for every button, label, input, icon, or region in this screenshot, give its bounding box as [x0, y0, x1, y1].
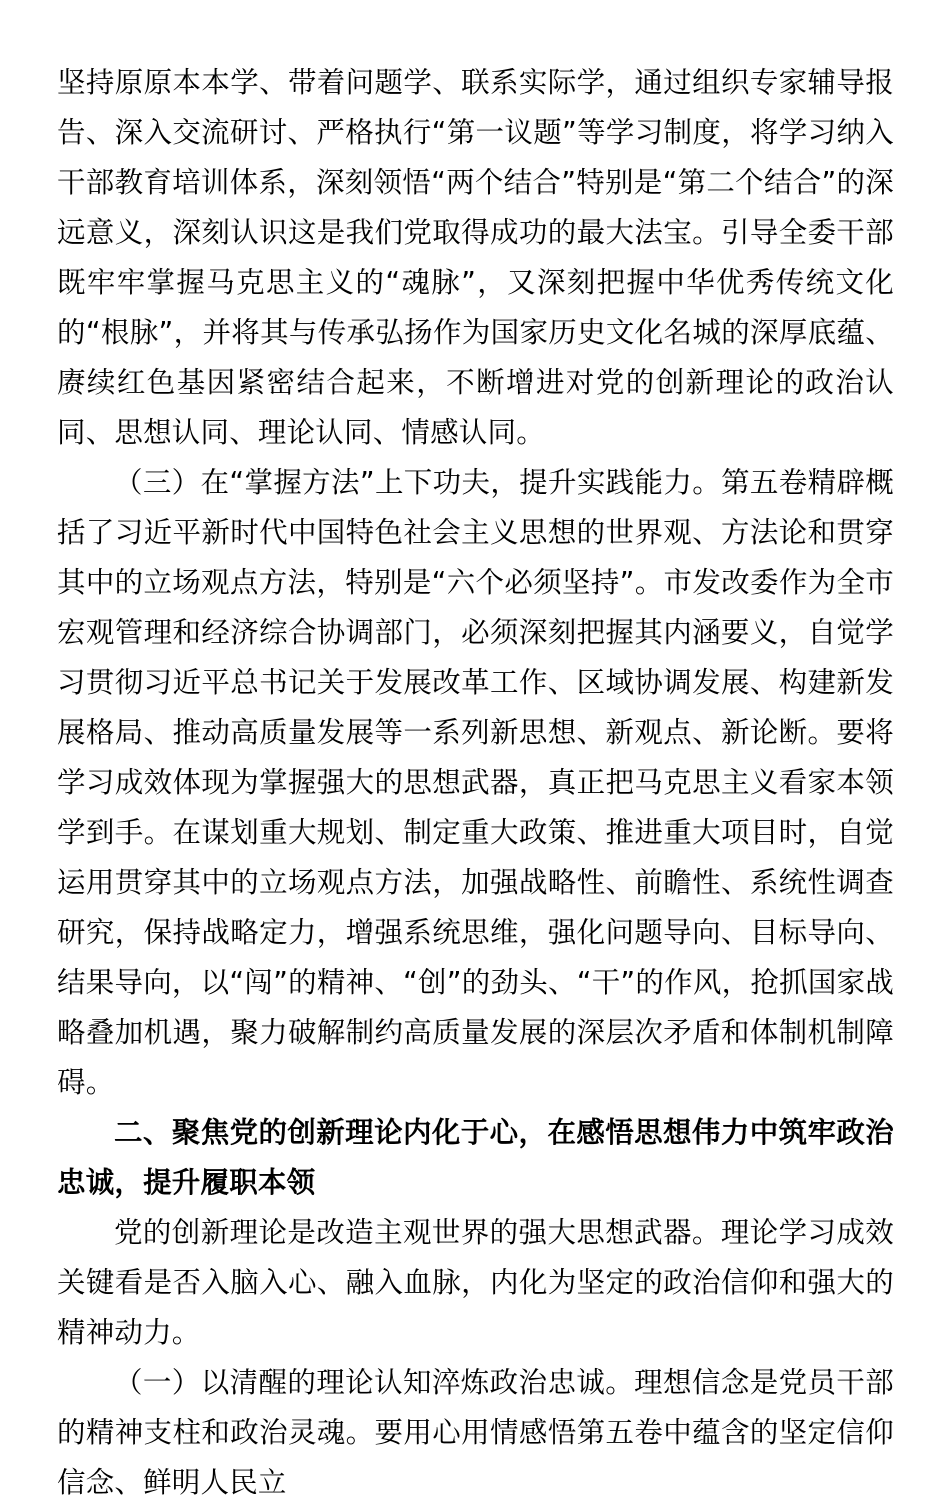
paragraph-continuation-learning: 坚持原原本本学、带着问题学、联系实际学，通过组织专家辅导报告、深入交流研讨、严格执行“第一议题”等学习制度，将学习纳入干部教育培训体系，深刻领悟“两个结合”特别是“第二个结合”的深远意义，深刻认识这是我们党取得成功的最大法宝。引导全委干部既牢牢掌握马克思主义的“魂脉”，又深刻把握中华优秀传统文化的“根脉”，并将其与传承弘扬作为国家历史文化名城的深厚底蕴、赓续红色基因紧密结合起来，不断增进对党的创新理论的政治认同、思想认同、理论认同、情感认同。 — [57, 66, 894, 449]
paragraph-heading-two: 二、聚焦党的创新理论内化于心，在感悟思想伟力中筑牢政治忠诚，提升履职本领 — [57, 1116, 894, 1199]
paragraph-theory-intro: 党的创新理论是改造主观世界的强大思想武器。理论学习成效关键看是否入脑入心、融入血脉，内化为坚定的政治信仰和强大的精神动力。 — [57, 1216, 894, 1349]
document-text-body — [57, 58, 894, 1508]
paragraph-section-one: （一）以清醒的理论认知淬炼政治忠诚。理想信念是党员干部的精神支柱和政治灵魂。要用心用情感悟第五卷中蕴含的坚定信仰信念、鲜明人民立 — [57, 1366, 894, 1499]
paragraph-section-three: （三）在“掌握方法”上下功夫，提升实践能力。第五卷精辟概括了习近平新时代中国特色社会主义思想的世界观、方法论和贯穿其中的立场观点方法，特别是“六个必须坚持”。市发改委作为全市宏观管理和经济综合协调部门，必须深刻把握其内涵要义，自觉学习贯彻习近平总书记关于发展改革工作、区域协调发展、构建新发展格局、推动高质量发展等一系列新思想、新观点、新论断。要将学习成效体现为掌握强大的思想武器，真正把马克思主义看家本领学到手。在谋划重大规划、制定重大政策、推进重大项目时，自觉运用贯穿其中的立场观点方法，加强战略性、前瞻性、系统性调查研究，保持战略定力，增强系统思维，强化问题导向、目标导向、结果导向，以“闯”的精神、“创”的劲头、“干”的作风，抢抓国家战略叠加机遇，聚力破解制约高质量发展的深层次矛盾和体制机制障碍。 — [57, 466, 894, 1099]
